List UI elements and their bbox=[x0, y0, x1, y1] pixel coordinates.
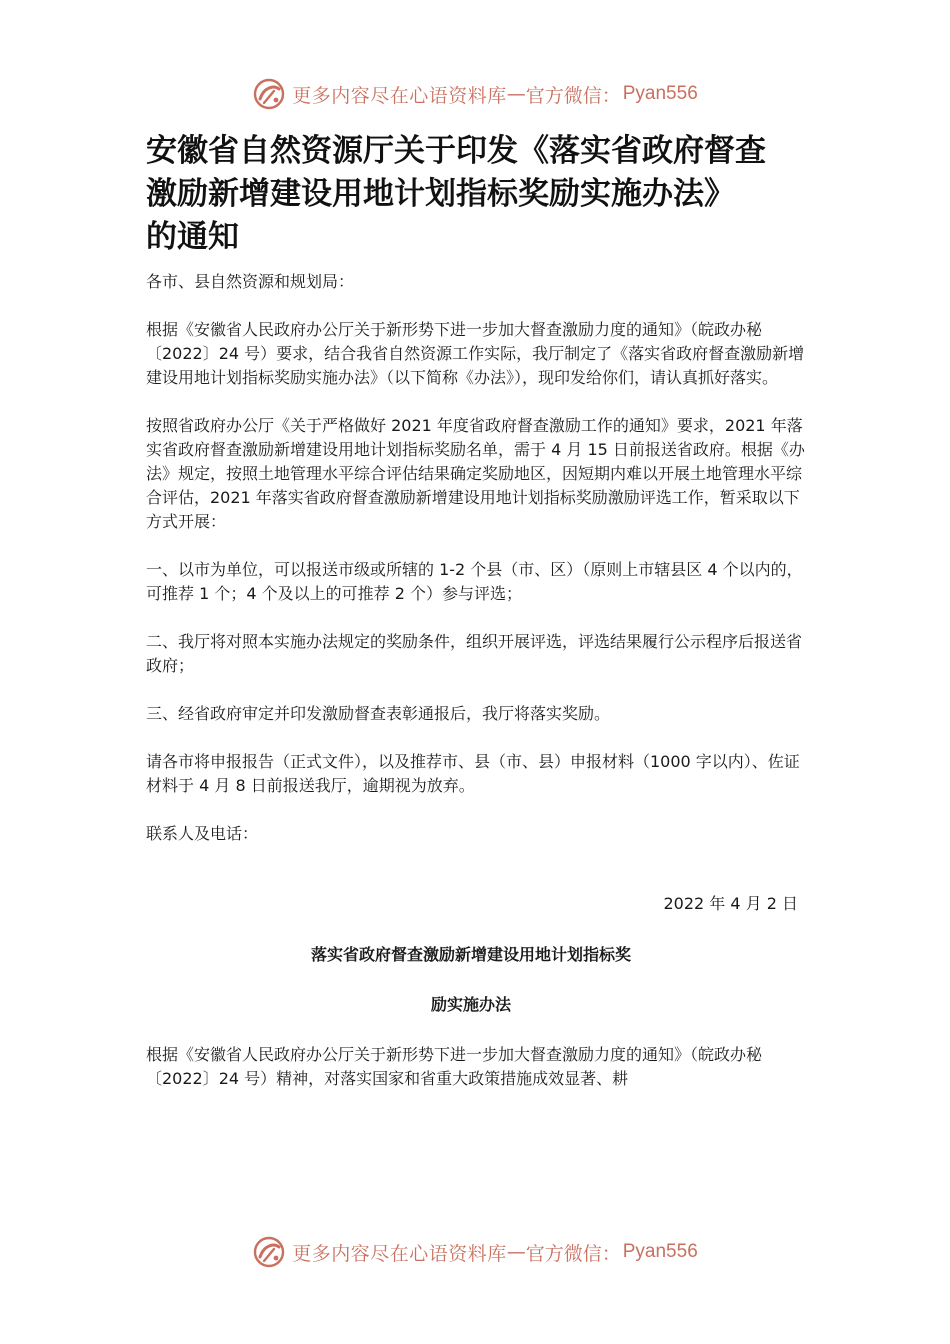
document-date: 2022 年 4 月 2 日 bbox=[663, 894, 798, 913]
banner-wechat-handle: Pyan556 bbox=[622, 1241, 698, 1262]
banner-wechat-label: 官方微信： bbox=[525, 84, 621, 107]
salutation: 各市、县自然资源和规划局： bbox=[146, 272, 355, 291]
paragraph-1: 根据《安徽省人民政府办公厅关于新形势下进一步加大督查激励力度的通知》（皖政办秘〔2022〕24 号）要求，结合我省自然资源工作实际，我厅制定了《落实省政府督查激励新增建设用地计划指标奖励实施办法》（以下简称《办法》），现印发给你们，请认真抓好落实。 bbox=[146, 320, 805, 387]
attachment-title-line-1: 落实省政府督查激励新增建设用地计划指标奖 bbox=[310, 945, 631, 964]
attachment-paragraph-1: 根据《安徽省人民政府办公厅关于新形势下进一步加大督查激励力度的通知》（皖政办秘〔2022〕24 号）精神，对落实国家和省重大政策措施成效显著、耕 bbox=[146, 1045, 763, 1088]
banner-separator: — bbox=[506, 1241, 526, 1263]
paragraph-3: 一、以市为单位，可以报送市级或所辖的 1-2 个县（市、区）（原则上市辖县区 4 个以内的，可推荐 1 个；4 个及以上的可推荐 2 个）参与评选； bbox=[146, 560, 803, 603]
contact-line: 联系人及电话： bbox=[146, 824, 259, 843]
paragraph-4: 二、我厅将对照本实施办法规定的奖励条件，组织开展评选，评选结果履行公示程序后报送省政府； bbox=[146, 632, 803, 675]
document-title bbox=[146, 130, 806, 259]
attachment-body bbox=[146, 1043, 806, 1091]
banner-wechat-handle: Pyan556 bbox=[622, 83, 698, 104]
paragraph-2: 按照省政府办公厅《关于严格做好 2021 年度省政府督查激励工作的通知》要求，2021 年落实省政府督查激励新增建设用地计划指标奖励名单，需于 4 月 15 日前报送省政府。根据《办法》规定，按照土地管理水平综合评估结果确定奖励地区，因短期内难以开展土地管理水平综合评估，2021 年落实省政府督查激励新增建设用地计划指标奖励激励评选工作，暂采取以下方式开展： bbox=[146, 416, 805, 531]
document-body bbox=[146, 270, 806, 870]
paragraph-5: 三、经省政府审定并印发激励督查表彰通报后，我厅将落实奖励。 bbox=[146, 704, 611, 723]
title-line-1: 安徽省自然资源厅关于印发《落实省政府督查 bbox=[146, 133, 766, 169]
title-line-2: 激励新增建设用地计划指标奖励实施办法》 bbox=[146, 176, 735, 212]
banner-brand-text: 更多内容尽在心语资料库 bbox=[292, 84, 507, 107]
brand-logo-icon bbox=[252, 1235, 286, 1269]
banner-separator: — bbox=[506, 83, 526, 105]
attachment-title-line-2: 励实施办法 bbox=[430, 995, 511, 1014]
brand-logo-icon bbox=[252, 77, 286, 111]
top-watermark-banner bbox=[0, 74, 950, 114]
banner-brand-text: 更多内容尽在心语资料库 bbox=[292, 1242, 507, 1265]
title-line-3: 的通知 bbox=[146, 219, 239, 255]
paragraph-6: 请各市将申报报告（正式文件），以及推荐市、县（市、县）申报材料（1000 字以内）、佐证材料于 4 月 8 日前报送我厅，逾期视为放弃。 bbox=[146, 752, 800, 795]
bottom-watermark-banner bbox=[0, 1232, 950, 1272]
banner-wechat-label: 官方微信： bbox=[525, 1242, 621, 1265]
